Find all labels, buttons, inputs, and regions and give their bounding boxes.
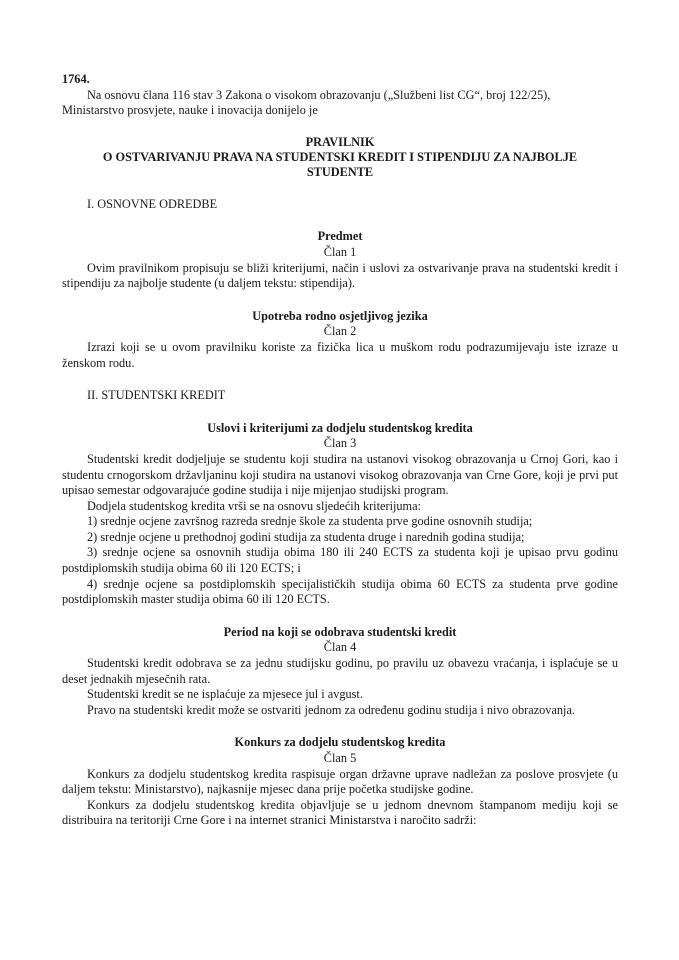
article-3-title: Uslovi i kriterijumi za dodjelu studentskog kredita — [207, 420, 473, 435]
article-2-title: Upotreba rodno osjetljivog jezika — [252, 308, 428, 323]
article-1-title: Predmet — [317, 229, 363, 244]
article-5-paragraph-1: Konkurs za dodjelu studentskog kredita raspisuje organ državne uprave nadležan za poslove prosvjete (u daljem tekstu: Ministarstvo), najkasnije mjesec dana prije početka studijske godine. — [62, 766, 618, 797]
article-4-paragraph-2: Studentski kredit se ne isplaćuje za mjesece jul i avgust. — [87, 687, 363, 702]
article-4-title: Period na koji se odobrava studentski kredit — [223, 624, 457, 639]
article-3-item-2: 2) srednje ocjene u prethodnoj godini studija za studenta druge i narednih godina studija; — [87, 529, 525, 544]
article-5-title: Konkurs za dodjelu studentskog kredita — [234, 735, 446, 750]
article-3-paragraph-2: Dodjela studentskog kredita vrši se na osnovu sljedećih kriterijuma: — [87, 498, 421, 513]
title-line-3: STUDENTE — [306, 164, 374, 179]
article-5-number: Član 5 — [323, 751, 357, 765]
article-4-paragraph-1: Studentski kredit odobrava se za jednu studijsku godinu, po pravilu uz obavezu vraćanja, i isplaćuje se u deset jednakih mjesečnih rata. — [62, 656, 618, 686]
article-3-item-3: 3) srednje ocjene sa osnovnih studija obima 180 ili 240 ECTS za studenta koji je upisao prvu godinu postdiplomskih studija obima 60 ili 120 ECTS; i — [62, 545, 618, 576]
article-4-paragraph-3: Pravo na studentski kredit može se ostvariti jednom za određenu godinu studija i nivo obrazovanja. — [87, 702, 576, 717]
article-5-paragraph-2: Konkurs za dodjelu studentskog kredita objavljuje se u jednom dnevnom štampanom mediju koji se distribuira na teritoriji Crne Gore i na internet stranici Ministarstva i naročito sadrži: — [62, 797, 618, 828]
chapter-heading-2: II. STUDENTSKI KREDIT — [87, 388, 226, 403]
gazette-number: 1764. — [62, 72, 90, 86]
title-line-2: O OSTVARIVANJU PRAVA NA STUDENTSKI KREDIT I STIPENDIJU ZA NAJBOLJE — [102, 149, 578, 164]
article-2-number: Član 2 — [323, 324, 357, 339]
title-line-1: PRAVILNIK — [305, 134, 375, 149]
article-3-paragraph-1: Studentski kredit dodjeljuje se studentu koji studira na ustanovi visokog obrazovanja u Crnoj Gori, kao i studentu crnogorskom državljaninu koji studira na ustanovi visokog obrazovanja van Crne Gore, koji je prvi put upisao semestar odgovarajuće godine studija i nije mijenjao studijski program. — [62, 451, 618, 498]
article-3-item-1: 1) srednje ocjene završnog razreda srednje škole za studenta prve godine osnovnih studija; — [87, 514, 533, 529]
preamble-line-2: Ministarstvo prosvjete, nauke i inovacija donijelo je — [62, 103, 318, 118]
document-body — [62, 72, 618, 829]
article-2-paragraph: Izrazi koji se u ovom pravilniku koriste za fizička lica u muškom rodu podrazumijevaju iste izraze u ženskom rodu. — [62, 339, 618, 370]
article-3-number: Član 3 — [323, 436, 357, 451]
article-3-item-4: 4) srednje ocjene sa postdiplomskih specijalističkih studija obima 60 ECTS za studenta prve godine postdiplomskih master studija obima 60 ili 120 ECTS. — [62, 576, 618, 607]
article-4-number: Član 4 — [323, 640, 357, 655]
preamble-line-1: Na osnovu člana 116 stav 3 Zakona o visokom obrazovanju („Službeni list CG“, broj 122/25), — [87, 87, 551, 102]
article-1-paragraph: Ovim pravilnikom propisuju se bliži kriterijumi, način i uslovi za ostvarivanje prava na studentski kredit i stipendiju za najbolje studente (u daljem tekstu: stipendija). — [62, 260, 618, 291]
article-1-number: Član 1 — [323, 244, 357, 259]
document-title — [62, 135, 618, 180]
chapter-heading-1: I. OSNOVNE ODREDBE — [87, 196, 218, 211]
